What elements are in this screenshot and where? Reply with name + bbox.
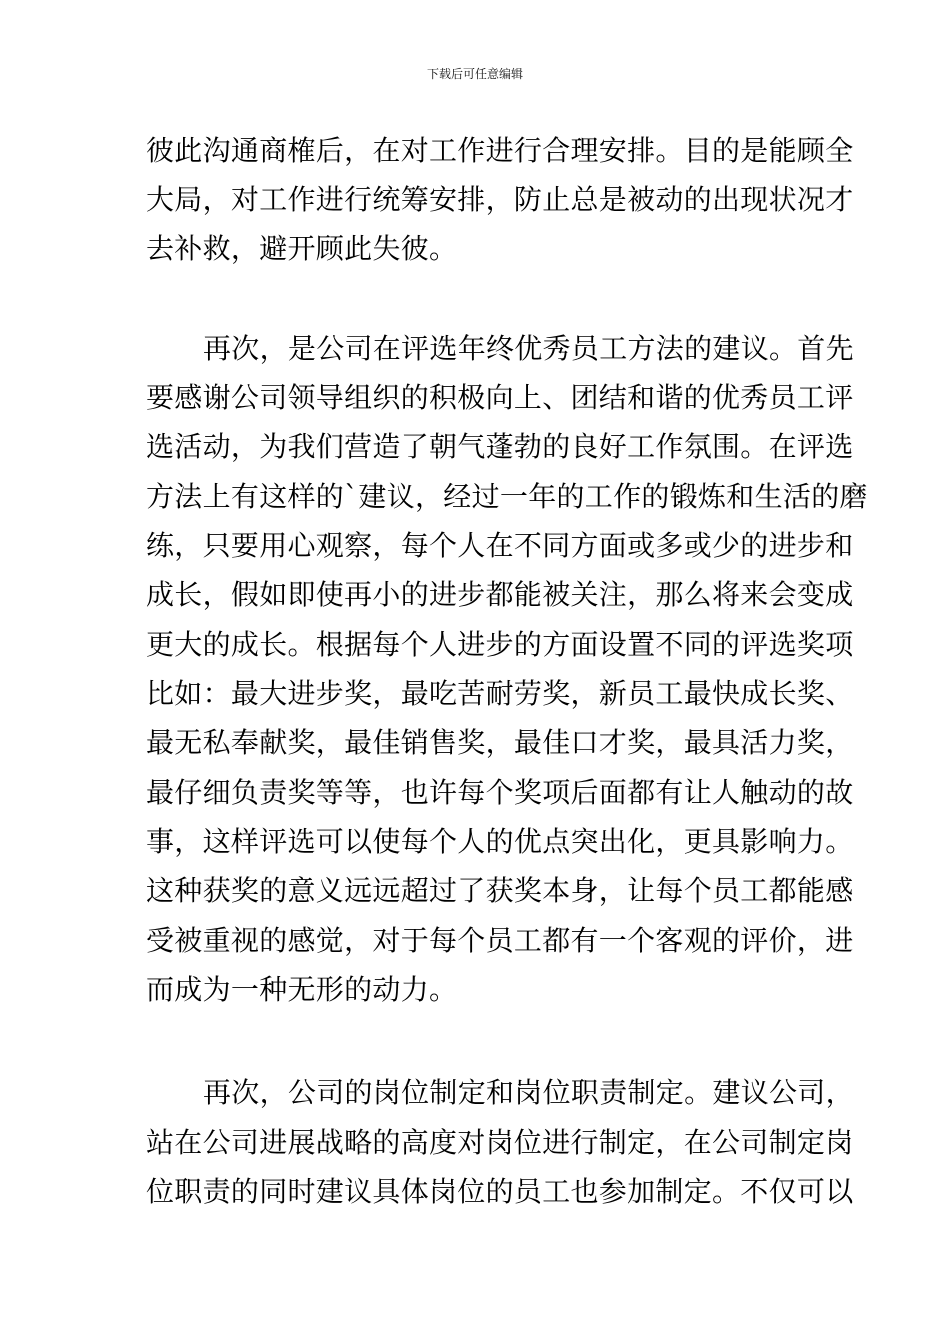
paragraph-2-line-8: 比如：最大进步奖，最吃苦耐劳奖，新员工最快成长奖、 xyxy=(146,677,854,710)
paragraph-2-line-7: 更大的成长。根据每个人进步的方面设置不同的评选奖项 xyxy=(146,628,854,661)
paragraph-2-line-9: 最无私奉献奖，最佳销售奖，最佳口才奖，最具活力奖， xyxy=(146,726,854,759)
page-header: 下载后可任意编辑 xyxy=(426,67,523,81)
paragraph-2-line-12: 这种获奖的意义远远超过了获奖本身，让每个员工都能感 xyxy=(146,874,854,907)
paragraph-2-line-4: 方法上有这样的`建议，经过一年的工作的锻炼和生活的磨 xyxy=(146,480,868,513)
paragraph-2-line-5: 练，只要用心观察，每个人在不同方面或多或少的进步和 xyxy=(146,529,854,562)
paragraph-2-line-6: 成长，假如即使再小的进步都能被关注，那么将来会变成 xyxy=(146,578,854,611)
paragraph-2-line-13: 受被重视的感觉，对于每个员工都有一个客观的评价，进 xyxy=(146,924,854,957)
paragraph-2-line-11: 事，这样评选可以使每个人的优点突出化，更具影响力。 xyxy=(146,825,854,858)
paragraph-1-line-3: 去补救，避开顾此失彼。 xyxy=(146,232,458,265)
paragraph-2-line-3: 选活动，为我们营造了朝气蓬勃的良好工作氛围。在评选 xyxy=(146,430,854,463)
paragraph-2-line-14: 而成为一种无形的动力。 xyxy=(146,973,458,1006)
paragraph-3-line-1: 再次，公司的岗位制定和岗位职责制定。建议公司， xyxy=(203,1076,854,1109)
paragraph-3-line-3: 位职责的同时建议具体岗位的员工也参加制定。不仅可以 xyxy=(146,1175,854,1208)
paragraph-1-line-1: 彼此沟通商榷后，在对工作进行合理安排。目的是能顾全 xyxy=(146,134,854,167)
paragraph-2-line-10: 最仔细负责奖等等，也许每个奖项后面都有让人触动的故 xyxy=(146,776,854,809)
paragraph-2-line-1: 再次，是公司在评选年终优秀员工方法的建议。首先 xyxy=(203,332,854,365)
paragraph-1-line-2: 大局，对工作进行统筹安排，防止总是被动的出现状况才 xyxy=(146,183,854,216)
paragraph-3-line-2: 站在公司进展战略的高度对岗位进行制定，在公司制定岗 xyxy=(146,1126,854,1159)
paragraph-2-line-2: 要感谢公司领导组织的积极向上、团结和谐的优秀员工评 xyxy=(146,381,854,414)
